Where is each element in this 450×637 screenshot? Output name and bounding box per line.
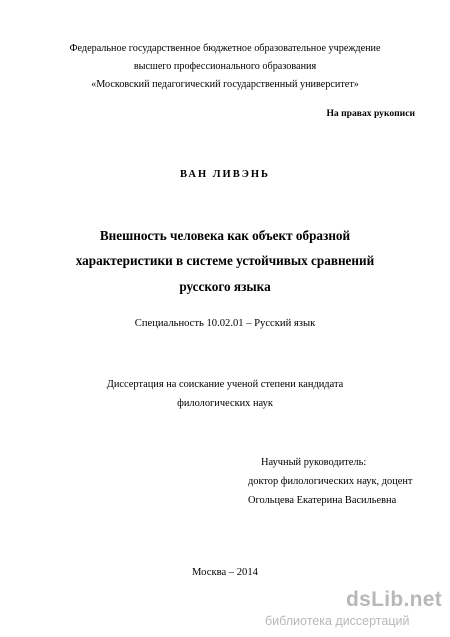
rights-notice: На правах рукописи: [326, 108, 415, 119]
specialty: Специальность 10.02.01 – Русский язык: [134, 318, 316, 329]
thesis-title-line-3: русского языка: [179, 279, 271, 294]
supervisor-name: Огольцева Екатерина Васильевна: [248, 495, 397, 506]
watermark-logo: dsLib.net: [346, 588, 443, 611]
supervisor-degree: доктор филологических наук, доцент: [248, 476, 413, 487]
author-name: ВАН ЛИВЭНЬ: [180, 169, 270, 180]
watermark-subtitle: библиотека диссертаций: [265, 614, 410, 628]
watermark: [262, 588, 450, 628]
institution-line-2: высшего профессионального образования: [133, 61, 317, 72]
supervisor-label: Научный руководитель:: [261, 457, 367, 468]
dissertation-degree-line-2: филологических наук: [177, 398, 273, 409]
thesis-title-line-2: характеристики в системе устойчивых сравнений: [75, 253, 375, 268]
city-year: Москва – 2014: [192, 567, 258, 578]
dissertation-degree-line-1: Диссертация на соискание ученой степени кандидата: [106, 379, 344, 390]
thesis-title-line-1: Внешность человека как объект образной: [99, 228, 351, 243]
institution-line-1: Федеральное государственное бюджетное образовательное учреждение: [69, 43, 381, 54]
institution-line-3: «Московский педагогический государственный университет»: [91, 79, 359, 90]
